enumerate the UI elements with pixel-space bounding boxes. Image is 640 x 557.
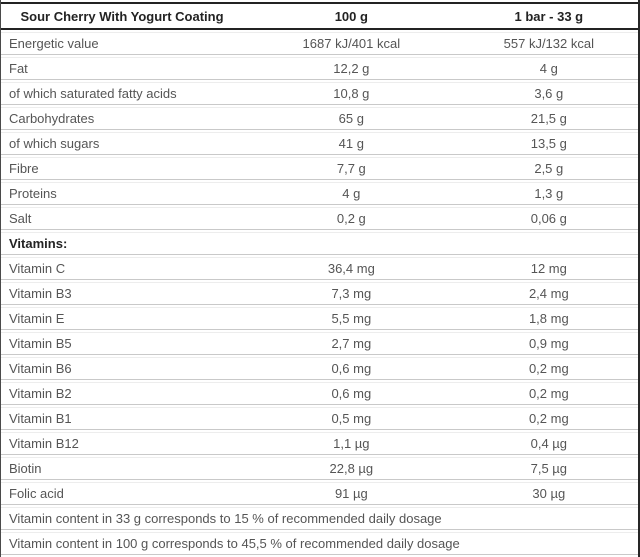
value-per-bar: 3,6 g — [460, 82, 638, 105]
table-row — [1, 82, 638, 105]
nutrient-label: Carbohydrates — [1, 107, 243, 130]
value-per-bar: 0,2 mg — [460, 357, 638, 380]
nutrient-label: Folic acid — [1, 482, 243, 505]
table-row — [1, 357, 638, 380]
value-per-bar: 0,2 mg — [460, 382, 638, 405]
footnote: Vitamin content in 33 g corresponds to 15 % of recommended daily dosage — [1, 507, 638, 530]
value-per-100g: 41 g — [243, 132, 460, 155]
table-row — [1, 532, 638, 555]
value-per-100g: 0,6 mg — [243, 382, 460, 405]
value-per-100g: 1687 kJ/401 kcal — [243, 32, 460, 55]
nutrient-label: Vitamin C — [1, 257, 243, 280]
value-per-100g: 0,6 mg — [243, 357, 460, 380]
value-per-bar: 2,4 mg — [460, 282, 638, 305]
table-row — [1, 407, 638, 430]
value-per-100g: 4 g — [243, 182, 460, 205]
table-row — [1, 307, 638, 330]
value-per-100g: 36,4 mg — [243, 257, 460, 280]
section-heading: Vitamins: — [1, 232, 638, 255]
value-per-100g: 12,2 g — [243, 57, 460, 80]
value-per-100g: 7,7 g — [243, 157, 460, 180]
value-per-bar: 4 g — [460, 57, 638, 80]
table-row — [1, 207, 638, 230]
value-per-bar: 7,5 µg — [460, 457, 638, 480]
value-per-100g: 5,5 mg — [243, 307, 460, 330]
value-per-bar: 0,9 mg — [460, 332, 638, 355]
nutrition-rows — [1, 32, 638, 555]
table-row — [1, 507, 638, 530]
table-row — [1, 482, 638, 505]
value-per-100g: 7,3 mg — [243, 282, 460, 305]
value-per-100g: 22,8 µg — [243, 457, 460, 480]
value-per-bar: 0,4 µg — [460, 432, 638, 455]
header-row — [1, 2, 638, 30]
table-row — [1, 282, 638, 305]
value-per-bar: 21,5 g — [460, 107, 638, 130]
value-per-100g: 1,1 µg — [243, 432, 460, 455]
nutrient-label: Fibre — [1, 157, 243, 180]
table-row — [1, 107, 638, 130]
value-per-100g: 65 g — [243, 107, 460, 130]
value-per-100g: 2,7 mg — [243, 332, 460, 355]
value-per-100g: 0,2 g — [243, 207, 460, 230]
nutrient-label: Vitamin B12 — [1, 432, 243, 455]
value-per-100g: 0,5 mg — [243, 407, 460, 430]
value-per-bar: 2,5 g — [460, 157, 638, 180]
footnote: Vitamin content in 100 g corresponds to 45,5 % of recommended daily dosage — [1, 532, 638, 555]
per-100g-header: 100 g — [243, 2, 460, 30]
value-per-bar: 30 µg — [460, 482, 638, 505]
value-per-bar: 0,06 g — [460, 207, 638, 230]
nutrient-label: Biotin — [1, 457, 243, 480]
nutrient-label: of which saturated fatty acids — [1, 82, 243, 105]
table-row — [1, 382, 638, 405]
table-row — [1, 57, 638, 80]
table-row — [1, 332, 638, 355]
value-per-bar: 557 kJ/132 kcal — [460, 32, 638, 55]
nutrient-label: Vitamin B2 — [1, 382, 243, 405]
nutrient-label: Vitamin B5 — [1, 332, 243, 355]
nutrient-label: Fat — [1, 57, 243, 80]
per-bar-header: 1 bar - 33 g — [460, 2, 638, 30]
value-per-bar: 0,2 mg — [460, 407, 638, 430]
value-per-bar: 1,8 mg — [460, 307, 638, 330]
table-row — [1, 232, 638, 255]
nutrient-label: Energetic value — [1, 32, 243, 55]
table-row — [1, 157, 638, 180]
table-row — [1, 432, 638, 455]
nutrient-label: Proteins — [1, 182, 243, 205]
table-row — [1, 32, 638, 55]
nutrient-label: Vitamin B6 — [1, 357, 243, 380]
value-per-100g: 10,8 g — [243, 82, 460, 105]
table-row — [1, 257, 638, 280]
value-per-100g: 91 µg — [243, 482, 460, 505]
value-per-bar: 1,3 g — [460, 182, 638, 205]
nutrient-label: of which sugars — [1, 132, 243, 155]
nutrient-label: Vitamin B1 — [1, 407, 243, 430]
table-row — [1, 132, 638, 155]
table-row — [1, 182, 638, 205]
product-name-header: Sour Cherry With Yogurt Coating — [1, 2, 243, 30]
nutrient-label: Vitamin E — [1, 307, 243, 330]
value-per-bar: 13,5 g — [460, 132, 638, 155]
value-per-bar: 12 mg — [460, 257, 638, 280]
nutrient-label: Vitamin B3 — [1, 282, 243, 305]
nutrient-label: Salt — [1, 207, 243, 230]
table-row — [1, 457, 638, 480]
